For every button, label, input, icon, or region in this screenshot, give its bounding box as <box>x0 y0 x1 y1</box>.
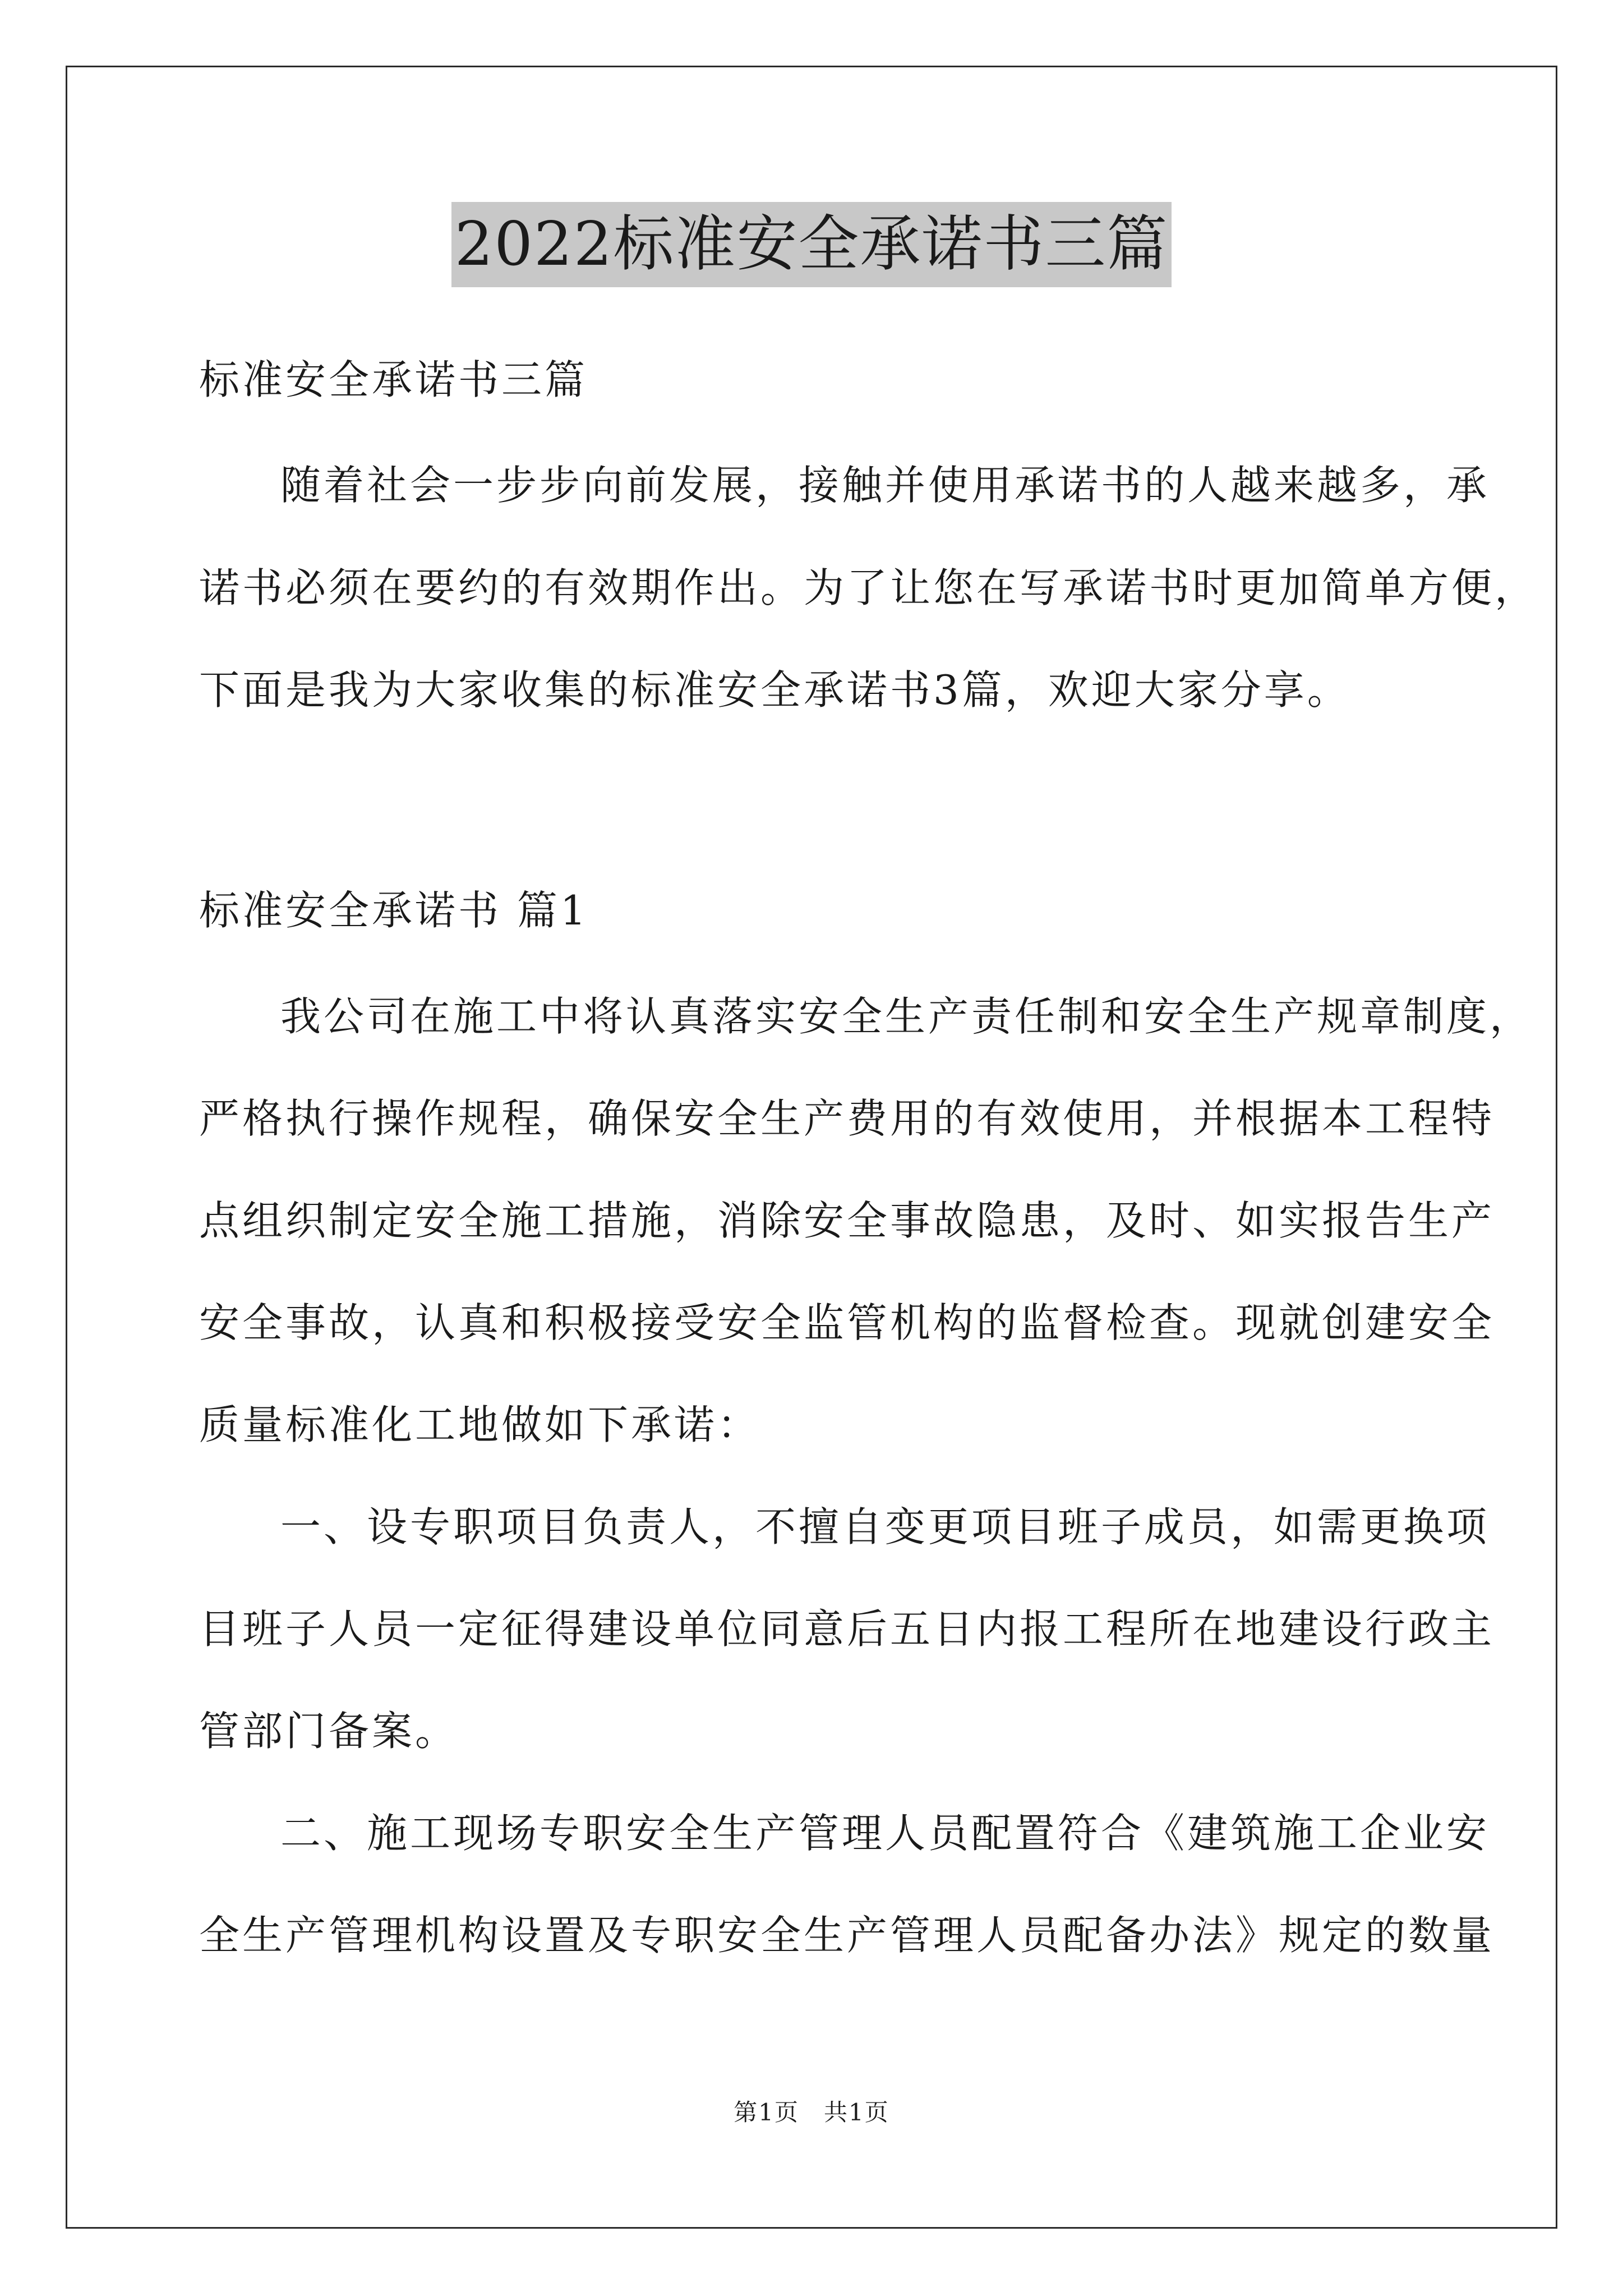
body-line-2: 严格执行操作规程，确保安全生产费用的有效使用，并根据本工程特 <box>199 1095 1495 1142</box>
title-container <box>0 202 1623 287</box>
body-line-3: 点组织制定安全施工措施，消除安全事故隐患，及时、如实报告生产 <box>199 1197 1495 1244</box>
item-1-line-1: 一、设专职项目负责人，不擅自变更项目班子成员，如需更换项 <box>280 1503 1490 1550</box>
item-2-line-2: 全生产管理机构设置及专职安全生产管理人员配备办法》规定的数量 <box>199 1912 1495 1959</box>
intro-line-2: 诺书必须在要约的有效期作出。为了让您在写承诺书时更加简单方便， <box>199 564 1538 611</box>
subtitle-line: 标准安全承诺书三篇 <box>199 356 588 403</box>
body-line-4: 安全事故，认真和积极接受安全监管机构的监督检查。现就创建安全 <box>199 1299 1495 1346</box>
item-2-line-1: 二、施工现场专职安全生产管理人员配置符合《建筑施工企业安 <box>280 1810 1490 1857</box>
body-line-1: 我公司在施工中将认真落实安全生产责任制和安全生产规章制度， <box>280 993 1533 1040</box>
document-title: 2022标准安全承诺书三篇 <box>451 202 1172 287</box>
page-number-footer: 第1页 共1页 <box>734 2099 889 2126</box>
intro-line-3: 下面是我为大家收集的标准安全承诺书3篇，欢迎大家分享。 <box>199 666 1350 714</box>
section-heading-1: 标准安全承诺书 篇1 <box>199 887 589 934</box>
body-line-5: 质量标准化工地做如下承诺： <box>199 1401 761 1448</box>
intro-line-1: 随着社会一步步向前发展，接触并使用承诺书的人越来越多，承 <box>280 462 1490 509</box>
item-1-line-2: 目班子人员一定征得建设单位同意后五日内报工程所在地建设行政主 <box>199 1605 1495 1653</box>
item-1-line-3: 管部门备案。 <box>199 1708 459 1755</box>
